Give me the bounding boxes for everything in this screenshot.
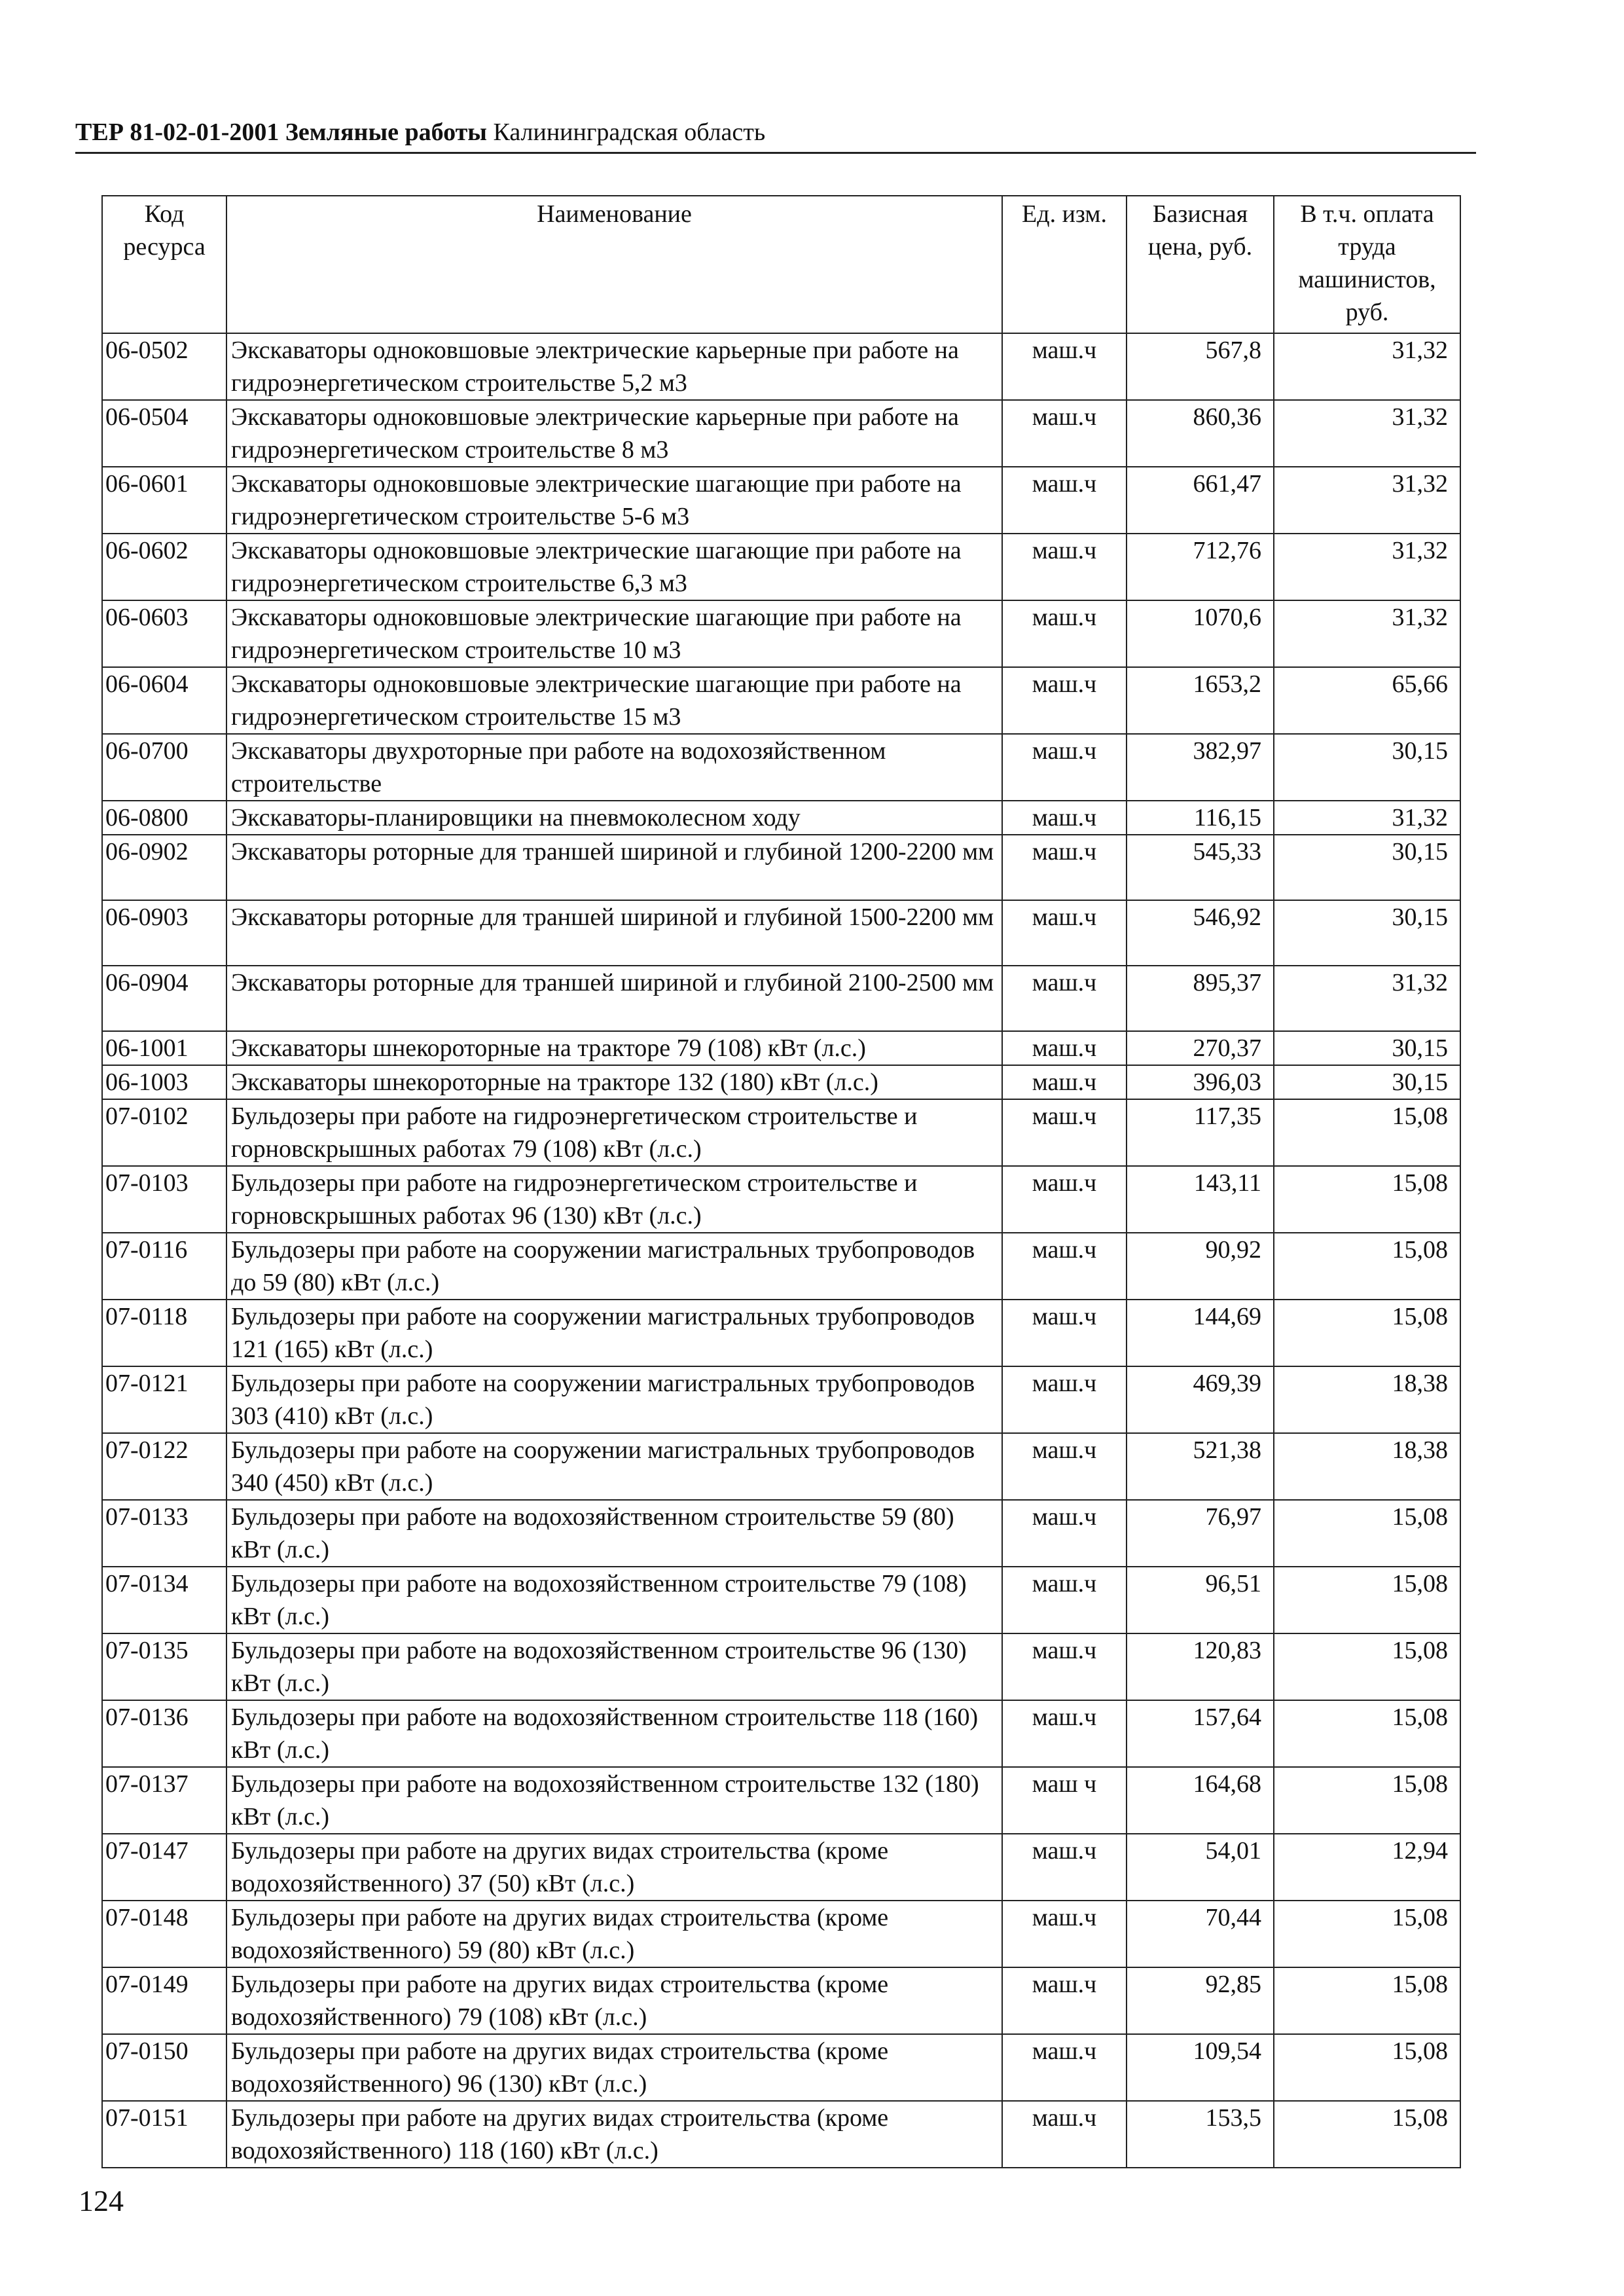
base-price-cell: 117,35: [1127, 1099, 1274, 1166]
unit-cell: маш.ч: [1002, 801, 1127, 835]
resource-code-cell: 07-0134: [102, 1567, 226, 1633]
resource-code-cell: 06-1003: [102, 1065, 226, 1099]
unit-cell: маш.ч: [1002, 966, 1127, 1031]
unit-cell: маш.ч: [1002, 900, 1127, 966]
operator-wage-cell: 15,08: [1274, 1500, 1460, 1567]
table-row: [102, 1300, 1460, 1366]
base-price-cell: 144,69: [1127, 1300, 1274, 1366]
resource-name-cell: Бульдозеры при работе на водохозяйственном строительстве 118 (160) кВт (л.с.): [226, 1700, 1002, 1767]
resource-name-cell: Экскаваторы двухроторные при работе на водохозяйственном строительстве: [226, 734, 1002, 801]
resource-name-cell: Бульдозеры при работе на сооружении магистральных трубопроводов 121 (165) кВт (л.с.): [226, 1300, 1002, 1366]
resource-name-cell: Экскаваторы одноковшовые электрические карьерные при работе на гидроэнергетическом строительстве 5,2 м3: [226, 333, 1002, 400]
unit-cell: маш.ч: [1002, 1834, 1127, 1901]
section-title: Земляные работы: [285, 118, 487, 146]
base-price-cell: 860,36: [1127, 400, 1274, 467]
resource-code-cell: 07-0102: [102, 1099, 226, 1166]
resource-name-cell: Экскаваторы роторные для траншей шириной и глубиной 1500-2200 мм: [226, 900, 1002, 966]
unit-cell: маш.ч: [1002, 1901, 1127, 1967]
table-row: [102, 1700, 1460, 1767]
resource-name-cell: Экскаваторы одноковшовые электрические шагающие при работе на гидроэнергетическом строительстве 15 м3: [226, 667, 1002, 734]
resource-name-cell: Бульдозеры при работе на гидроэнергетическом строительстве и горновскрышных работах 79 (108) кВт (л.с.): [226, 1099, 1002, 1166]
base-price-cell: 76,97: [1127, 1500, 1274, 1567]
resource-code-cell: 06-0904: [102, 966, 226, 1031]
running-header: [75, 117, 1476, 148]
unit-cell: маш.ч: [1002, 835, 1127, 900]
base-price-cell: 92,85: [1127, 1967, 1274, 2034]
unit-cell: маш.ч: [1002, 1633, 1127, 1700]
unit-cell: маш.ч: [1002, 2101, 1127, 2168]
resource-code-cell: 07-0150: [102, 2034, 226, 2101]
resource-name-cell: Экскаваторы роторные для траншей шириной и глубиной 1200-2200 мм: [226, 835, 1002, 900]
resource-code-cell: 06-1001: [102, 1031, 226, 1065]
base-price-cell: 521,38: [1127, 1433, 1274, 1500]
resource-name-cell: Экскаваторы одноковшовые электрические шагающие при работе на гидроэнергетическом строительстве 10 м3: [226, 600, 1002, 667]
table-row: [102, 667, 1460, 734]
unit-cell: маш.ч: [1002, 1366, 1127, 1433]
table-row: [102, 1099, 1460, 1166]
operator-wage-cell: 15,08: [1274, 2101, 1460, 2168]
base-price-cell: 895,37: [1127, 966, 1274, 1031]
resource-name-cell: Бульдозеры при работе на других видах строительства (кроме водохозяйственного) 79 (108) кВт (л.с.): [226, 1967, 1002, 2034]
table-row: [102, 1233, 1460, 1300]
base-price-cell: 157,64: [1127, 1700, 1274, 1767]
operator-wage-cell: 15,08: [1274, 1633, 1460, 1700]
base-price-cell: 396,03: [1127, 1065, 1274, 1099]
table-row: [102, 600, 1460, 667]
standard-code: ТЕР 81-02-01-2001: [75, 118, 280, 146]
unit-cell: маш.ч: [1002, 467, 1127, 534]
resource-name-cell: Бульдозеры при работе на других видах строительства (кроме водохозяйственного) 96 (130) кВт (л.с.): [226, 2034, 1002, 2101]
operator-wage-cell: 18,38: [1274, 1433, 1460, 1500]
resource-code-cell: 06-0504: [102, 400, 226, 467]
operator-wage-cell: 31,32: [1274, 966, 1460, 1031]
operator-wage-cell: 15,08: [1274, 1567, 1460, 1633]
unit-cell: маш.ч: [1002, 600, 1127, 667]
table-row: [102, 835, 1460, 900]
header-divider: [75, 152, 1476, 154]
table-row: [102, 734, 1460, 801]
operator-wage-cell: 15,08: [1274, 1233, 1460, 1300]
base-price-cell: 1653,2: [1127, 667, 1274, 734]
table-row: [102, 1633, 1460, 1700]
resource-price-table: [101, 195, 1461, 2168]
resource-code-cell: 06-0902: [102, 835, 226, 900]
unit-cell: маш.ч: [1002, 1967, 1127, 2034]
base-price-cell: 1070,6: [1127, 600, 1274, 667]
unit-cell: маш.ч: [1002, 1433, 1127, 1500]
base-price-cell: 96,51: [1127, 1567, 1274, 1633]
table-row: [102, 467, 1460, 534]
column-header-unit: Ед. изм.: [1002, 196, 1127, 333]
unit-cell: маш.ч: [1002, 400, 1127, 467]
unit-cell: маш ч: [1002, 1767, 1127, 1834]
base-price-cell: 116,15: [1127, 801, 1274, 835]
resource-name-cell: Экскаваторы шнекороторные на тракторе 132 (180) кВт (л.с.): [226, 1065, 1002, 1099]
unit-cell: маш.ч: [1002, 333, 1127, 400]
table-row: [102, 2034, 1460, 2101]
resource-code-cell: 06-0502: [102, 333, 226, 400]
resource-name-cell: Экскаваторы-планировщики на пневмоколесном ходу: [226, 801, 1002, 835]
table-row: [102, 1366, 1460, 1433]
operator-wage-cell: 30,15: [1274, 835, 1460, 900]
base-price-cell: 54,01: [1127, 1834, 1274, 1901]
operator-wage-cell: 30,15: [1274, 734, 1460, 801]
operator-wage-cell: 15,08: [1274, 1901, 1460, 1967]
resource-name-cell: Бульдозеры при работе на водохозяйственном строительстве 59 (80) кВт (л.с.): [226, 1500, 1002, 1567]
operator-wage-cell: 31,32: [1274, 801, 1460, 835]
table-row: [102, 1433, 1460, 1500]
unit-cell: маш.ч: [1002, 1500, 1127, 1567]
base-price-cell: 270,37: [1127, 1031, 1274, 1065]
unit-cell: маш.ч: [1002, 1099, 1127, 1166]
resource-code-cell: 06-0700: [102, 734, 226, 801]
operator-wage-cell: 30,15: [1274, 900, 1460, 966]
table-row: [102, 1834, 1460, 1901]
unit-cell: маш.ч: [1002, 667, 1127, 734]
unit-cell: маш.ч: [1002, 1166, 1127, 1233]
table-row: [102, 900, 1460, 966]
resource-code-cell: 07-0122: [102, 1433, 226, 1500]
table-row: [102, 534, 1460, 600]
resource-code-cell: 07-0103: [102, 1166, 226, 1233]
table-row: [102, 1901, 1460, 1967]
base-price-cell: 153,5: [1127, 2101, 1274, 2168]
resource-name-cell: Экскаваторы шнекороторные на тракторе 79 (108) кВт (л.с.): [226, 1031, 1002, 1065]
table-row: [102, 801, 1460, 835]
operator-wage-cell: 15,08: [1274, 1700, 1460, 1767]
resource-name-cell: Бульдозеры при работе на сооружении магистральных трубопроводов до 59 (80) кВт (л.с.): [226, 1233, 1002, 1300]
table-row: [102, 1065, 1460, 1099]
resource-code-cell: 06-0800: [102, 801, 226, 835]
unit-cell: маш.ч: [1002, 1700, 1127, 1767]
resource-name-cell: Экскаваторы одноковшовые электрические карьерные при работе на гидроэнергетическом строительстве 8 м3: [226, 400, 1002, 467]
resource-name-cell: Бульдозеры при работе на других видах строительства (кроме водохозяйственного) 37 (50) кВт (л.с.): [226, 1834, 1002, 1901]
operator-wage-cell: 30,15: [1274, 1065, 1460, 1099]
operator-wage-cell: 12,94: [1274, 1834, 1460, 1901]
resource-name-cell: Бульдозеры при работе на сооружении магистральных трубопроводов 303 (410) кВт (л.с.): [226, 1366, 1002, 1433]
resource-name-cell: Бульдозеры при работе на других видах строительства (кроме водохозяйственного) 59 (80) кВт (л.с.): [226, 1901, 1002, 1967]
resource-code-cell: 06-0601: [102, 467, 226, 534]
operator-wage-cell: 30,15: [1274, 1031, 1460, 1065]
resource-code-cell: 07-0116: [102, 1233, 226, 1300]
base-price-cell: 712,76: [1127, 534, 1274, 600]
unit-cell: маш.ч: [1002, 2034, 1127, 2101]
resource-code-cell: 07-0148: [102, 1901, 226, 1967]
base-price-cell: 546,92: [1127, 900, 1274, 966]
base-price-cell: 70,44: [1127, 1901, 1274, 1967]
table-row: [102, 333, 1460, 400]
operator-wage-cell: 18,38: [1274, 1366, 1460, 1433]
resource-code-cell: 06-0604: [102, 667, 226, 734]
resource-code-cell: 07-0147: [102, 1834, 226, 1901]
resource-name-cell: Бульдозеры при работе на сооружении магистральных трубопроводов 340 (450) кВт (л.с.): [226, 1433, 1002, 1500]
table-row: [102, 1567, 1460, 1633]
operator-wage-cell: 31,32: [1274, 600, 1460, 667]
operator-wage-cell: 15,08: [1274, 2034, 1460, 2101]
resource-code-cell: 07-0133: [102, 1500, 226, 1567]
operator-wage-cell: 31,32: [1274, 333, 1460, 400]
resource-code-cell: 06-0903: [102, 900, 226, 966]
table-row: [102, 1967, 1460, 2034]
operator-wage-cell: 15,08: [1274, 1967, 1460, 2034]
base-price-cell: 661,47: [1127, 467, 1274, 534]
operator-wage-cell: 31,32: [1274, 467, 1460, 534]
resource-code-cell: 07-0149: [102, 1967, 226, 2034]
resource-name-cell: Бульдозеры при работе на водохозяйственном строительстве 79 (108) кВт (л.с.): [226, 1567, 1002, 1633]
base-price-cell: 109,54: [1127, 2034, 1274, 2101]
resource-code-cell: 07-0151: [102, 2101, 226, 2168]
unit-cell: маш.ч: [1002, 1567, 1127, 1633]
unit-cell: маш.ч: [1002, 534, 1127, 600]
resource-name-cell: Бульдозеры при работе на водохозяйственном строительстве 96 (130) кВт (л.с.): [226, 1633, 1002, 1700]
resource-code-cell: 07-0137: [102, 1767, 226, 1834]
table-row: [102, 1767, 1460, 1834]
operator-wage-cell: 15,08: [1274, 1166, 1460, 1233]
operator-wage-cell: 65,66: [1274, 667, 1460, 734]
column-header-price: Базисная цена, руб.: [1127, 196, 1274, 333]
operator-wage-cell: 15,08: [1274, 1300, 1460, 1366]
table-body: [102, 333, 1460, 2168]
unit-cell: маш.ч: [1002, 1233, 1127, 1300]
resource-name-cell: Экскаваторы роторные для траншей шириной и глубиной 2100-2500 мм: [226, 966, 1002, 1031]
resource-name-cell: Экскаваторы одноковшовые электрические шагающие при работе на гидроэнергетическом строительстве 6,3 м3: [226, 534, 1002, 600]
base-price-cell: 469,39: [1127, 1366, 1274, 1433]
resource-code-cell: 07-0121: [102, 1366, 226, 1433]
column-header-labor: В т.ч. оплата труда машинистов, руб.: [1274, 196, 1460, 333]
operator-wage-cell: 31,32: [1274, 534, 1460, 600]
base-price-cell: 143,11: [1127, 1166, 1274, 1233]
table-row: [102, 966, 1460, 1031]
page-number: 124: [79, 2184, 124, 2217]
resource-name-cell: Бульдозеры при работе на водохозяйственном строительстве 132 (180) кВт (л.с.): [226, 1767, 1002, 1834]
base-price-cell: 567,8: [1127, 333, 1274, 400]
base-price-cell: 545,33: [1127, 835, 1274, 900]
table-row: [102, 1031, 1460, 1065]
resource-code-cell: 06-0603: [102, 600, 226, 667]
unit-cell: маш.ч: [1002, 1065, 1127, 1099]
resource-code-cell: 07-0136: [102, 1700, 226, 1767]
table-row: [102, 2101, 1460, 2168]
base-price-cell: 164,68: [1127, 1767, 1274, 1834]
column-header-name: Наименование: [226, 196, 1002, 333]
table-row: [102, 400, 1460, 467]
region-name: Калининградская область: [493, 118, 766, 146]
table-row: [102, 1500, 1460, 1567]
base-price-cell: 382,97: [1127, 734, 1274, 801]
column-header-code: Код ресурса: [102, 196, 226, 333]
unit-cell: маш.ч: [1002, 1300, 1127, 1366]
resource-code-cell: 07-0135: [102, 1633, 226, 1700]
operator-wage-cell: 15,08: [1274, 1767, 1460, 1834]
base-price-cell: 120,83: [1127, 1633, 1274, 1700]
resource-code-cell: 07-0118: [102, 1300, 226, 1366]
table-row: [102, 1166, 1460, 1233]
operator-wage-cell: 31,32: [1274, 400, 1460, 467]
unit-cell: маш.ч: [1002, 734, 1127, 801]
resource-name-cell: Бульдозеры при работе на гидроэнергетическом строительстве и горновскрышных работах 96 (130) кВт (л.с.): [226, 1166, 1002, 1233]
resource-name-cell: Бульдозеры при работе на других видах строительства (кроме водохозяйственного) 118 (160) кВт (л.с.): [226, 2101, 1002, 2168]
unit-cell: маш.ч: [1002, 1031, 1127, 1065]
table-header-row: [102, 196, 1460, 333]
operator-wage-cell: 15,08: [1274, 1099, 1460, 1166]
resource-name-cell: Экскаваторы одноковшовые электрические шагающие при работе на гидроэнергетическом строительстве 5-6 м3: [226, 467, 1002, 534]
resource-code-cell: 06-0602: [102, 534, 226, 600]
base-price-cell: 90,92: [1127, 1233, 1274, 1300]
